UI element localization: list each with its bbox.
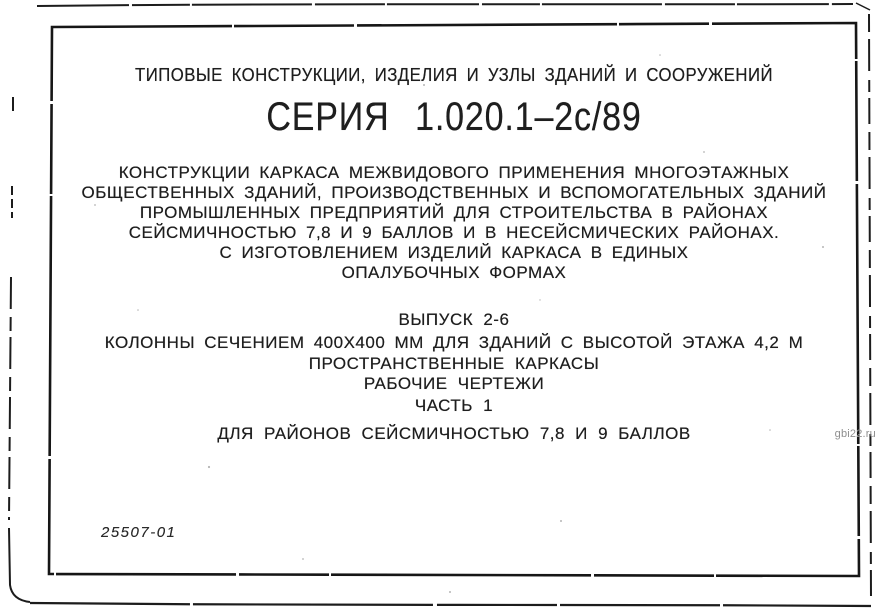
description-line: ОПАЛУБОЧНЫХ ФОРМАХ <box>341 263 567 282</box>
description-line: С ИЗГОТОВЛЕНИЕМ ИЗДЕЛИЙ КАРКАСА В ЕДИНЫХ <box>219 243 689 262</box>
description-line: КОНСТРУКЦИИ КАРКАСА МЕЖВИДОВОГО ПРИМЕНЕНИЯ МНОГОЭТАЖНЫХ <box>118 163 790 182</box>
description-line: ОБЩЕСТВЕННЫХ ЗДАНИЙ, ПРОИЗВОДСТВЕННЫХ И ВСПОМОГАТЕЛЬНЫХ ЗДАНИЙ <box>81 183 827 202</box>
outer-border-top-hook <box>856 3 870 10</box>
part-title: ЧАСТЬ 1 <box>414 396 494 415</box>
description-line: СЕЙСМИЧНОСТЬЮ 7,8 И 9 БАЛЛОВ И В НЕСЕЙСМИЧЕСКИХ РАЙОНАХ. <box>128 223 780 242</box>
outer-border-left-corner <box>9 528 30 602</box>
issue-subtitle-line: РАБОЧИЕ ЧЕРТЕЖИ <box>363 374 545 393</box>
outer-border-bottom <box>30 603 871 606</box>
outer-border-right <box>869 14 871 600</box>
site-watermark: gbi22.ru <box>834 428 876 440</box>
series-title: СЕРИЯ 1.020.1–2с/89 <box>266 95 642 139</box>
outer-border-top <box>37 4 853 6</box>
issue-title: ВЫПУСК 2-6 <box>398 310 510 329</box>
issue-subtitle-line: КОЛОННЫ СЕЧЕНИЕМ 400Х400 ММ ДЛЯ ЗДАНИЙ С ВЫСОТОЙ ЭТАЖА 4,2 М <box>104 333 804 352</box>
issue-subtitle-line: ПРОСТРАНСТВЕННЫЕ КАРКАСЫ <box>308 354 600 373</box>
outer-border-left-seg3 <box>9 277 11 520</box>
document-category-line: ТИПОВЫЕ КОНСТРУКЦИИ, ИЗДЕЛИЯ И УЗЛЫ ЗДАНИЙ И СООРУЖЕНИЙ <box>135 65 773 85</box>
part-subtitle: ДЛЯ РАЙОНОВ СЕЙСМИЧНОСТЬЮ 7,8 И 9 БАЛЛОВ <box>217 424 691 443</box>
description-line: ПРОМЫШЛЕННЫХ ПРЕДПРИЯТИЙ ДЛЯ СТРОИТЕЛЬСТВА В РАЙОНАХ <box>139 203 769 222</box>
description-block <box>50 163 858 283</box>
inventory-number: 25507-01 <box>101 524 177 541</box>
